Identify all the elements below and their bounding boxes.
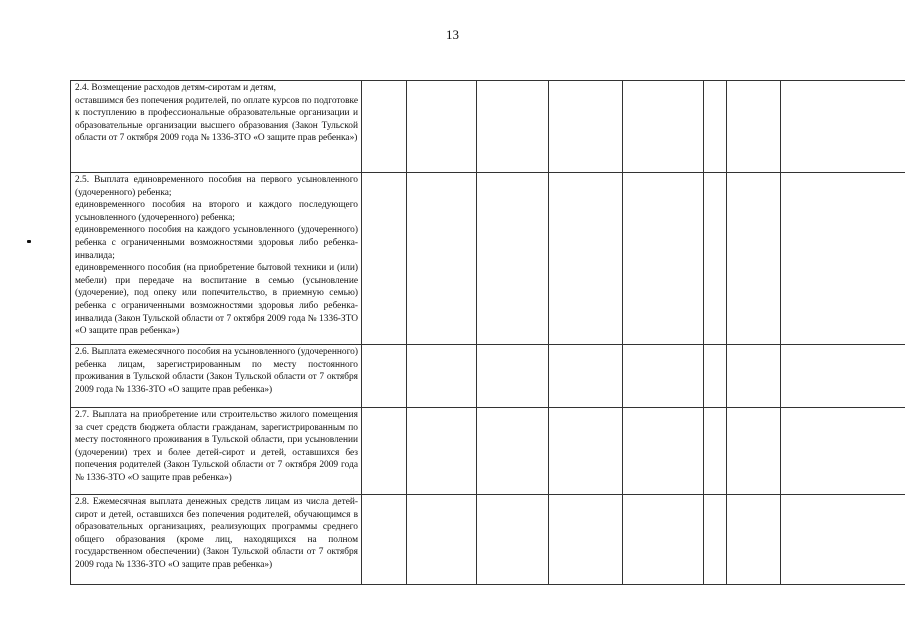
empty-cell [549,495,623,585]
table-row [71,81,905,173]
empty-cell [781,408,905,495]
table-row [71,495,905,585]
empty-cell [407,173,477,345]
row-description: 2.6. Выплата ежемесячного пособия на усыновленного (удочеренного) ребенка лицам, зарегистрированным по месту постоянного проживания в Тульской области (Закон Тульской области от 7 октября 2009 года № 1336-ЗТО «О защите прав ребенка») [71,345,362,408]
empty-cell [704,81,727,173]
empty-cell [623,173,704,345]
empty-cell [477,495,549,585]
empty-cell [623,495,704,585]
empty-cell [623,408,704,495]
empty-cell [477,173,549,345]
empty-cell [549,173,623,345]
empty-cell [407,408,477,495]
empty-cell [704,495,727,585]
empty-cell [477,81,549,173]
empty-cell [623,345,704,408]
empty-cell [549,81,623,173]
empty-cell [781,173,905,345]
empty-cell [781,495,905,585]
empty-cell [727,495,781,585]
document-table [70,80,905,585]
empty-cell [549,345,623,408]
empty-cell [362,345,407,408]
row-description: 2.8. Ежемесячная выплата денежных средств лицам из числа детей-сирот и детей, оставшихся без попечения родителей, обучающимся в образовательных организациях, реализующих программы среднего общего образования (кроме лиц, находящихся на полном государственном обеспечении) (Закон Тульской области от 7 октября 2009 года № 1336-ЗТО «О защите прав ребенка») [71,495,362,585]
empty-cell [704,345,727,408]
empty-cell [727,173,781,345]
row-description: 2.4. Возмещение расходов детям-сиротам и детям, оставшимся без попечения родителей, по оплате курсов по подготовке к поступлению в профессиональные образовательные организации и образовательные организации высшего образования (Закон Тульской области от 7 октября 2009 года № 1336-ЗТО «О защите прав ребенка») [71,81,362,173]
empty-cell [727,345,781,408]
empty-cell [623,81,704,173]
table-row [71,345,905,408]
empty-cell [362,81,407,173]
row-description: 2.7. Выплата на приобретение или строительство жилого помещения за счет средств бюджета области гражданам, зарегистрированным по месту постоянного проживания в Тульской области, при усыновлении (удочерении) трех и более детей-сирот и детей, оставшихся без попечения родителей (Закон Тульской области от 7 октября 2009 года № 1336-ЗТО «О защите прав ребенка») [71,408,362,495]
empty-cell [407,495,477,585]
empty-cell [781,81,905,173]
empty-cell [477,408,549,495]
empty-cell [727,81,781,173]
empty-cell [477,345,549,408]
empty-cell [407,345,477,408]
empty-cell [549,408,623,495]
empty-cell [727,408,781,495]
empty-cell [362,495,407,585]
empty-cell [407,81,477,173]
margin-mark [27,240,31,243]
empty-cell [362,408,407,495]
page-number: 13 [446,27,459,42]
empty-cell [704,173,727,345]
table-row [71,408,905,495]
empty-cell [704,408,727,495]
empty-cell [362,173,407,345]
row-description: 2.5. Выплата единовременного пособия на первого усыновленного (удочеренного) ребенка; единовременного пособия на второго и каждого последующего усыновленного (удочеренного) ребенка; единовременного пособия на каждого усыновленного (удочеренного) ребенка с ограниченными возможностями здоровья либо ребенка-инвалида; единовременного пособия (на приобретение бытовой техники и (или) мебели) при передаче на воспитание в семью (усыновление (удочерение), под опеку или попечительство, в приемную семью) ребенка с ограниченными возможностями здоровья либо ребенка-инвалида (Закон Тульской области от 7 октября 2009 года № 1336-ЗТО «О защите прав ребенка») [71,173,362,345]
empty-cell [781,345,905,408]
table-row [71,173,905,345]
